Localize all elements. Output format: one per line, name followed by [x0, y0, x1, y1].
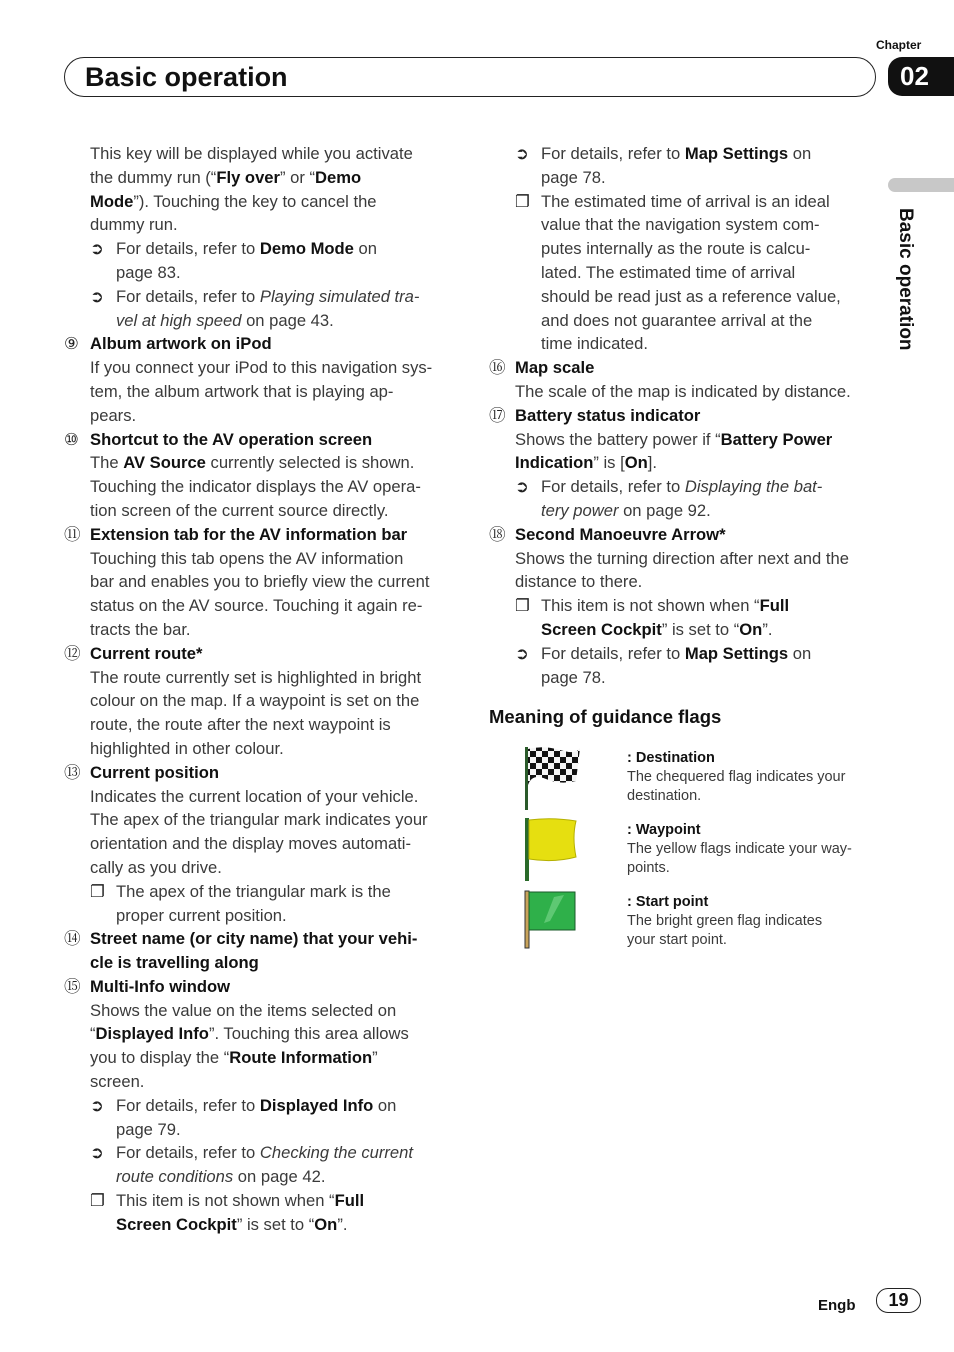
- text-segment: The estimated time of arrival is an ideal: [541, 191, 830, 211]
- text-line: [541, 642, 889, 666]
- text-segment: ”. Touching this area allows: [208, 1024, 409, 1044]
- flag-description: The yellow flags indicate your way-: [627, 841, 852, 857]
- paragraph: [489, 547, 889, 595]
- text-segment: colour on the map. If a waypoint is set on the: [90, 691, 420, 711]
- checkered-flag-icon: [524, 745, 584, 811]
- text-segment: on: [788, 144, 812, 163]
- text-line: [116, 1118, 464, 1142]
- text-segment: Displayed Info: [95, 1024, 209, 1044]
- flag-description: The bright green flag indicates: [627, 913, 823, 929]
- text-segment: Street name (or city name) that your vehi-: [90, 929, 418, 949]
- text-line: [541, 475, 889, 499]
- text-segment: ”.: [762, 619, 773, 639]
- paragraph: [64, 666, 464, 761]
- text-segment: For details, refer to: [541, 144, 685, 163]
- text-line: [116, 1094, 464, 1118]
- text-segment: ”: [372, 1048, 378, 1068]
- text-segment: Screen Cockpit: [116, 1214, 237, 1234]
- reference-note: [90, 285, 464, 333]
- paragraph: [64, 451, 464, 522]
- text-line: [90, 475, 464, 499]
- language-label: Engb: [818, 1297, 856, 1314]
- text-segment: value that the navigation system com-: [541, 215, 820, 235]
- text-line: [515, 523, 889, 547]
- text-segment: Multi-Info window: [90, 976, 231, 996]
- text-line: [90, 999, 464, 1023]
- item-heading: [64, 642, 464, 666]
- text-line: [90, 927, 464, 951]
- text-line: [541, 190, 889, 214]
- text-segment: on: [373, 1095, 397, 1115]
- text-segment: status on the AV source. Touching it again re-: [90, 596, 423, 616]
- flag-description: your start point.: [627, 932, 727, 948]
- text-segment: vel at high speed: [116, 310, 242, 330]
- info-note: [515, 594, 889, 642]
- text-line: [90, 975, 464, 999]
- text-segment: Shows the turning direction after next and the: [515, 548, 849, 568]
- text-line: [90, 1046, 464, 1070]
- flag-title: : Waypoint: [627, 822, 701, 838]
- text-line: [90, 570, 464, 594]
- text-segment: The: [90, 453, 124, 473]
- paragraph: [64, 142, 464, 237]
- text-segment: Battery Power: [720, 429, 833, 449]
- yellow-flag-icon: [524, 817, 584, 883]
- item-heading: [64, 428, 464, 452]
- text-segment: proper current position.: [116, 905, 287, 925]
- text-line: [90, 380, 464, 404]
- item-number: ⑬: [64, 762, 81, 782]
- text-segment: Displaying the bat-: [684, 477, 823, 497]
- text-segment: you to display the “: [90, 1048, 230, 1068]
- text-segment: For details, refer to: [116, 1143, 260, 1163]
- item-heading: [64, 927, 464, 975]
- text-segment: AV Source: [123, 453, 206, 473]
- item-heading: [489, 356, 889, 380]
- text-segment: Screen Cockpit: [541, 619, 662, 639]
- text-segment: cally as you drive.: [90, 857, 222, 877]
- text-line: [90, 499, 464, 523]
- text-segment: The apex of the triangular mark indicates your: [90, 810, 428, 830]
- reference-note: [515, 475, 889, 523]
- text-line: [90, 190, 464, 214]
- text-segment: Current route*: [90, 643, 203, 663]
- text-line: [541, 142, 889, 166]
- item-number: ⑫: [64, 643, 81, 663]
- item-heading: [64, 523, 464, 547]
- text-line: [541, 594, 889, 618]
- text-segment: For details, refer to: [541, 643, 685, 663]
- text-segment: The route currently set is highlighted in bright: [90, 667, 422, 687]
- checkbox-note-icon: ❐: [515, 596, 530, 616]
- arrow-icon: ➲: [90, 239, 104, 259]
- text-segment: on page 92.: [618, 500, 711, 520]
- text-line: [116, 880, 464, 904]
- paragraph: [489, 380, 889, 404]
- chapter-badge: [888, 57, 954, 96]
- text-line: [116, 904, 464, 928]
- item-number: ⑪: [64, 524, 81, 544]
- text-segment: highlighted in other colour.: [90, 738, 284, 758]
- text-segment: Touching this tab opens the AV information: [90, 548, 404, 568]
- text-segment: Extension tab for the AV information bar: [90, 524, 408, 544]
- item-heading: [64, 761, 464, 785]
- text-line: [90, 404, 464, 428]
- text-segment: orientation and the display moves automati-: [90, 834, 411, 854]
- text-line: [90, 761, 464, 785]
- text-segment: tem, the album artwork that is playing ap-: [90, 381, 394, 401]
- left-column: [64, 142, 464, 1237]
- text-segment: Touching the indicator displays the AV opera-: [90, 477, 421, 497]
- text-line: [515, 547, 889, 571]
- text-segment: Map scale: [515, 358, 595, 378]
- item-number: ⑨: [64, 334, 79, 354]
- arrow-icon: ➲: [515, 643, 529, 663]
- text-segment: Album artwork on iPod: [90, 334, 272, 354]
- text-line: [515, 451, 889, 475]
- text-segment: pears.: [90, 405, 137, 425]
- text-segment: on page 42.: [233, 1167, 326, 1187]
- chapter-number: 02: [900, 61, 929, 91]
- text-segment: Checking the current: [259, 1143, 413, 1163]
- text-segment: the dummy run (“: [90, 167, 217, 187]
- text-line: [90, 356, 464, 380]
- text-segment: For details, refer to: [116, 1095, 260, 1115]
- text-line: [116, 285, 464, 309]
- text-line: [515, 404, 889, 428]
- text-line: [90, 594, 464, 618]
- text-segment: This key will be displayed while you activate: [90, 144, 413, 163]
- item-number: ⑩: [64, 429, 79, 449]
- text-line: [90, 832, 464, 856]
- text-line: [541, 285, 889, 309]
- right-column: [489, 142, 889, 689]
- paragraph: [64, 785, 464, 880]
- text-line: [116, 1141, 464, 1165]
- info-note: [515, 190, 889, 357]
- text-segment: on: [788, 643, 812, 663]
- item-number: ⑰: [489, 405, 506, 425]
- text-line: [541, 309, 889, 333]
- arrow-icon: ➲: [515, 144, 529, 163]
- flag-description: The chequered flag indicates your: [627, 769, 846, 785]
- text-segment: on: [353, 239, 377, 259]
- text-line: [515, 570, 889, 594]
- text-segment: Second Manoeuvre Arrow*: [515, 524, 726, 544]
- text-segment: page 78.: [541, 667, 606, 687]
- text-segment: Route Information: [229, 1048, 373, 1068]
- text-segment: If you connect your iPod to this navigation sys-: [90, 358, 433, 378]
- text-segment: ”.: [337, 1214, 348, 1234]
- flag-description: destination.: [627, 788, 702, 804]
- text-line: [541, 332, 889, 356]
- text-line: [90, 785, 464, 809]
- text-segment: page 83.: [116, 262, 181, 282]
- text-segment: putes internally as the route is calcu-: [541, 239, 811, 259]
- flag-description: points.: [627, 860, 670, 876]
- text-line: [116, 309, 464, 333]
- text-segment: Shows the value on the items selected on: [90, 1000, 397, 1020]
- checkbox-note-icon: ❐: [90, 1191, 105, 1211]
- text-line: [541, 166, 889, 190]
- side-tab-label: Basic operation: [895, 208, 916, 351]
- text-segment: ].: [647, 453, 657, 473]
- checkbox-note-icon: ❐: [515, 191, 530, 211]
- side-tab-marker: [888, 178, 954, 192]
- page-title: Basic operation: [85, 62, 288, 92]
- text-segment: The apex of the triangular mark is the: [116, 881, 391, 901]
- text-segment: Shortcut to the AV operation screen: [90, 429, 373, 449]
- text-segment: route conditions: [116, 1167, 234, 1187]
- paragraph: [489, 428, 889, 476]
- text-line: [90, 713, 464, 737]
- text-line: [90, 451, 464, 475]
- checkbox-note-icon: ❐: [90, 881, 105, 901]
- text-line: [116, 237, 464, 261]
- arrow-icon: ➲: [90, 286, 104, 306]
- text-segment: Fly over: [216, 167, 280, 187]
- text-line: [90, 332, 464, 356]
- text-segment: Shows the battery power if “: [515, 429, 721, 449]
- text-segment: Map Settings: [684, 643, 789, 663]
- text-segment: Demo Mode: [259, 239, 354, 259]
- page-number: 19: [876, 1288, 921, 1313]
- text-line: [90, 166, 464, 190]
- text-line: [90, 523, 464, 547]
- text-segment: Full: [334, 1191, 365, 1211]
- text-segment: dummy run.: [90, 215, 178, 235]
- text-line: [90, 951, 464, 975]
- flags-section-title: Meaning of guidance flags: [489, 706, 722, 727]
- text-segment: Indication: [515, 453, 594, 473]
- text-line: [90, 547, 464, 571]
- paragraph: [64, 547, 464, 642]
- text-line: [90, 689, 464, 713]
- text-segment: This item is not shown when “: [116, 1191, 335, 1211]
- text-segment: On: [624, 453, 648, 473]
- text-segment: Displayed Info: [259, 1095, 374, 1115]
- text-segment: ” is [: [593, 453, 625, 473]
- arrow-icon: ➲: [515, 477, 529, 497]
- text-segment: and does not guarantee arrival at the: [541, 310, 813, 330]
- text-segment: page 78.: [541, 167, 606, 187]
- reference-note: [90, 237, 464, 285]
- flag-title: : Start point: [627, 894, 709, 910]
- text-segment: distance to there.: [515, 572, 643, 592]
- item-heading: [64, 332, 464, 356]
- item-number: ⑯: [489, 358, 506, 378]
- text-line: [541, 237, 889, 261]
- reference-note: [90, 1141, 464, 1189]
- paragraph: [64, 356, 464, 427]
- text-line: [116, 1165, 464, 1189]
- text-segment: tery power: [541, 500, 619, 520]
- text-segment: Current position: [90, 762, 220, 782]
- text-line: [90, 666, 464, 690]
- text-line: [541, 499, 889, 523]
- text-segment: ” or “: [279, 167, 316, 187]
- paragraph: [64, 999, 464, 1094]
- text-segment: “: [90, 1024, 96, 1044]
- text-segment: cle is travelling along: [90, 953, 259, 973]
- reference-note: [515, 142, 889, 190]
- chapter-label: Chapter: [876, 38, 922, 52]
- text-segment: Mode: [90, 191, 134, 211]
- info-note: [90, 880, 464, 928]
- text-line: [90, 618, 464, 642]
- text-line: [90, 428, 464, 452]
- flag-title: : Destination: [627, 750, 715, 766]
- text-segment: time indicated.: [541, 334, 648, 354]
- text-segment: currently selected is shown.: [205, 453, 415, 473]
- section-header: [64, 57, 876, 97]
- item-number: ⑮: [64, 976, 81, 996]
- arrow-icon: ➲: [90, 1143, 104, 1163]
- text-segment: For details, refer to: [541, 477, 685, 497]
- text-segment: Playing simulated tra-: [259, 286, 420, 306]
- green-flag-icon: [524, 889, 584, 951]
- text-line: [116, 1189, 464, 1213]
- text-segment: For details, refer to: [116, 286, 260, 306]
- info-note: [90, 1189, 464, 1237]
- text-segment: For details, refer to: [116, 239, 260, 259]
- text-line: [515, 428, 889, 452]
- text-segment: This item is not shown when “: [541, 596, 760, 616]
- text-segment: route, the route after the next waypoint is: [90, 715, 391, 735]
- text-segment: Demo: [315, 167, 362, 187]
- text-segment: ” is set to “: [236, 1214, 315, 1234]
- text-line: [90, 808, 464, 832]
- text-line: [116, 261, 464, 285]
- text-segment: Battery status indicator: [515, 405, 701, 425]
- text-line: [541, 666, 889, 690]
- text-segment: page 79.: [116, 1119, 181, 1139]
- text-segment: On: [739, 619, 763, 639]
- text-segment: Full: [759, 596, 790, 616]
- text-line: [541, 618, 889, 642]
- text-segment: should be read just as a reference value,: [541, 286, 841, 306]
- text-line: [90, 1022, 464, 1046]
- text-line: [90, 737, 464, 761]
- text-segment: screen.: [90, 1072, 145, 1092]
- text-segment: bar and enables you to briefly view the current: [90, 572, 430, 592]
- text-line: [90, 142, 464, 166]
- text-segment: lated. The estimated time of arrival: [541, 262, 796, 282]
- item-heading: [489, 523, 889, 547]
- text-line: [515, 380, 889, 404]
- item-number: ⑱: [489, 524, 506, 544]
- text-line: [116, 1213, 464, 1237]
- text-segment: Map Settings: [684, 144, 789, 163]
- text-segment: tion screen of the current source directly.: [90, 500, 389, 520]
- text-segment: tracts the bar.: [90, 619, 191, 639]
- text-line: [90, 1070, 464, 1094]
- text-line: [90, 642, 464, 666]
- text-segment: on page 43.: [241, 310, 334, 330]
- text-line: [541, 261, 889, 285]
- text-line: [90, 213, 464, 237]
- text-segment: On: [314, 1214, 338, 1234]
- text-line: [90, 856, 464, 880]
- reference-note: [515, 642, 889, 690]
- text-segment: ”). Touching the key to cancel the: [133, 191, 377, 211]
- item-heading: [64, 975, 464, 999]
- text-line: [541, 213, 889, 237]
- item-heading: [489, 404, 889, 428]
- reference-note: [90, 1094, 464, 1142]
- text-segment: Indicates the current location of your vehicle.: [90, 786, 419, 806]
- text-segment: The scale of the map is indicated by distance.: [515, 381, 851, 401]
- text-line: [515, 356, 889, 380]
- text-segment: ” is set to “: [661, 619, 740, 639]
- item-number: ⑭: [64, 929, 81, 949]
- arrow-icon: ➲: [90, 1095, 104, 1115]
